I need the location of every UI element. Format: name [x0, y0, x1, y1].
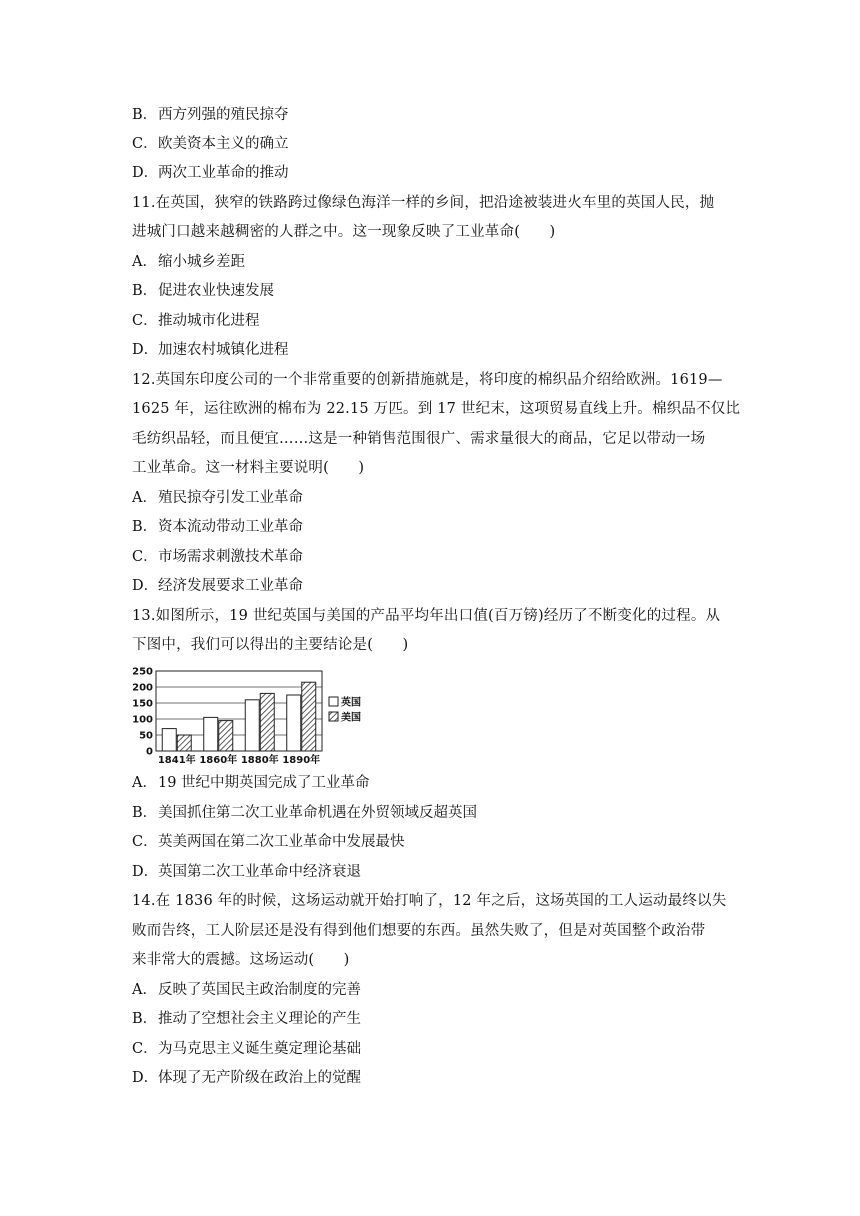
y-tick-label: 200: [132, 682, 153, 694]
bar-uk: [287, 695, 301, 751]
legend-label-uk: 英国: [341, 697, 361, 709]
prev-option-d: D．两次工业革命的推动: [132, 165, 289, 181]
q13-stem-line-1: 13.如图所示，19 世纪英国与美国的产品平均年出口值(百万镑)经历了不断变化的过程。从: [132, 608, 721, 624]
q11-option-c: C．推动城市化进程: [132, 313, 260, 329]
x-tick-label: 1890年: [282, 755, 321, 766]
y-tick-label: 150: [132, 698, 153, 710]
bar-us: [260, 693, 274, 751]
q11-option-a: A．缩小城乡差距: [132, 254, 245, 270]
bar-uk: [245, 700, 259, 751]
q11-option-b: B．促进农业快速发展: [132, 283, 274, 299]
legend-swatch-uk: [329, 697, 338, 706]
q13-option-a: A．19 世纪中期英国完成了工业革命: [132, 775, 370, 791]
y-tick-label: 0: [146, 746, 153, 758]
q11-stem-line-2: 进城门口越来越稠密的人群之中。这一现象反映了工业革命( ): [132, 224, 556, 240]
y-tick-label: 250: [132, 666, 153, 678]
q14-stem-line-1: 14.在 1836 年的时候，这场运动就开始打响了，12 年之后，这场英国的工人运动最终以失: [132, 893, 727, 909]
q14-option-d: D．体现了无产阶级在政治上的觉醒: [132, 1070, 361, 1086]
q13-option-b: B．美国抓住第二次工业革命机遇在外贸领域反超英国: [132, 805, 477, 821]
q14-stem-line-3: 来非常大的震撼。这场运动( ): [132, 952, 350, 968]
y-tick-label: 100: [132, 714, 153, 726]
prev-option-b: B．西方列强的殖民掠夺: [132, 107, 289, 123]
q13-option-c: C．英美两国在第二次工业革命中发展最快: [132, 834, 405, 850]
q12-option-a: A．殖民掠夺引发工业革命: [132, 490, 303, 506]
q12-stem-line-2: 1625 年，运往欧洲的棉布为 22.15 万匹。到 17 世纪末，这项贸易直线上升。棉织品不仅比: [132, 401, 741, 417]
q12-stem-line-3: 毛纺织品轻，而且便宜……这是一种销售范围很广、需求量很大的商品，它足以带动一场: [132, 431, 706, 447]
y-tick-label: 50: [139, 730, 153, 742]
q13-option-d: D．英国第二次工业革命中经济衰退: [132, 864, 361, 880]
q12-stem-line-1: 12.英国东印度公司的一个非常重要的创新措施就是，将印度的棉织品介绍给欧洲。1619—: [132, 372, 723, 388]
q14-option-c: C．为马克思主义诞生奠定理论基础: [132, 1041, 361, 1057]
q12-stem-line-4: 工业革命。这一材料主要说明( ): [132, 460, 365, 476]
q12-option-d: D．经济发展要求工业革命: [132, 578, 303, 594]
q12-option-b: B．资本流动带动工业革命: [132, 519, 303, 535]
bar-us: [219, 721, 233, 751]
bar-uk: [162, 729, 176, 751]
export-bar-chart: [126, 663, 374, 771]
q11-stem-line-1: 11.在英国，狭窄的铁路跨过像绿色海洋一样的乡间，把沿途被装进火车里的英国人民，抛: [132, 195, 715, 211]
q13-stem-line-2: 下图中，我们可以得出的主要结论是( ): [132, 637, 409, 653]
x-tick-label: 1880年: [240, 755, 279, 766]
legend-swatch-us: [329, 712, 338, 721]
bar-us: [302, 682, 316, 751]
bar-uk: [204, 717, 218, 751]
q11-option-d: D．加速农村城镇化进程: [132, 342, 289, 358]
x-tick-label: 1860年: [199, 755, 238, 766]
bar-us: [177, 735, 191, 751]
q14-option-b: B．推动了空想社会主义理论的产生: [132, 1011, 361, 1027]
legend-label-us: 美国: [341, 712, 361, 724]
x-tick-label: 1841年: [157, 755, 196, 766]
q14-option-a: A．反映了英国民主政治制度的完善: [132, 982, 361, 998]
q12-option-c: C．市场需求刺激技术革命: [132, 549, 303, 565]
q14-stem-line-2: 败而告终，工人阶层还是没有得到他们想要的东西。虽然失败了，但是对英国整个政治带: [132, 923, 706, 939]
prev-option-c: C．欧美资本主义的确立: [132, 136, 289, 152]
